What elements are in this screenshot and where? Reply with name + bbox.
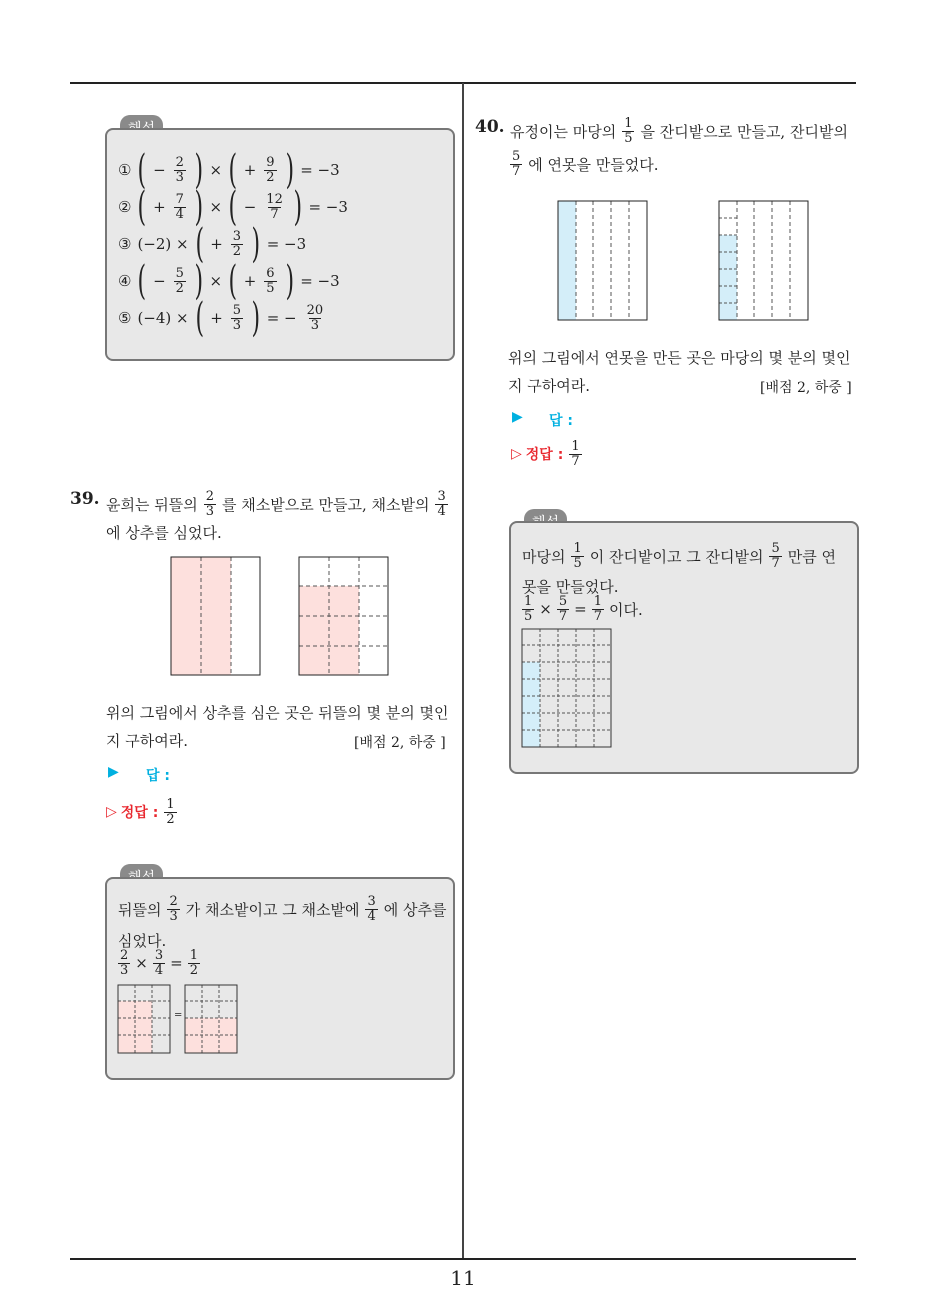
exp39-equation: $\frac{2}{3}$ × $\frac{3}{4}$ = $\frac{1}{2}$ bbox=[120, 948, 198, 978]
q40-answer-label: 답 : bbox=[549, 413, 573, 429]
q39-correct-arrow-icon: ▷ bbox=[106, 804, 117, 821]
column-divider bbox=[462, 83, 464, 1259]
q40-figure-right bbox=[718, 200, 810, 322]
question-number-39: 39. bbox=[70, 489, 100, 509]
exp39-grid-equals: = bbox=[174, 1010, 183, 1021]
q40-text-line2: $\frac{5}{7}$ 에 연못을 만들었다. bbox=[512, 149, 659, 179]
exp39-grid-left bbox=[117, 984, 172, 1054]
q39-figure-left bbox=[170, 556, 262, 676]
q40-text-line1: 유정이는 마당의 $\frac{1}{5}$ 을 잔디밭으로 만들고, 잔디밭의 bbox=[510, 116, 848, 146]
q39-text-line1: 윤희는 뒤뜰의 $\frac{2}{3}$ 를 채소밭으로 만들고, 채소밭의 $\frac{3}{4}$ bbox=[106, 489, 446, 519]
exp38-item-3: ③ (−2) × ( + $\frac{3}{2}$ ) = −3 bbox=[118, 221, 307, 267]
q39-prompt-line2: 지 구하여라. bbox=[106, 732, 188, 750]
q39-meta: [배점 2, 하중 ] bbox=[354, 735, 446, 751]
exp38-item-5: ⑤ (−4) × ( + $\frac{5}{3}$ ) = − $\frac{20}{3}$ bbox=[118, 295, 324, 341]
q39-figure-right bbox=[298, 556, 390, 676]
exp38-item-4: ④ ( − $\frac{5}{2}$ ) × ( + $\frac{6}{5}$ ) = −3 bbox=[118, 258, 340, 304]
exp40-equation: $\frac{1}{5}$ × $\frac{5}{7}$ = $\frac{1}{7}$ 이다. bbox=[524, 594, 643, 624]
exp38-item-2: ② ( + $\frac{7}{4}$ ) × ( − $\frac{12}{7}$ ) = −3 bbox=[118, 184, 348, 230]
exp40-line2: 못을 만들었다. bbox=[522, 578, 619, 596]
q40-meta: [배점 2, 하중 ] bbox=[760, 380, 852, 396]
q40-correct-answer: ▷ 정답 : $\frac{1}{7}$ bbox=[511, 439, 580, 469]
q40-prompt-line1: 위의 그림에서 연못을 만든 곳은 마당의 몇 분의 몇인 bbox=[508, 349, 851, 367]
bottom-rule bbox=[70, 1258, 856, 1260]
exp38-item-1: ① ( − $\frac{2}{3}$ ) × ( + $\frac{9}{2}$ ) = −3 bbox=[118, 147, 340, 193]
question-number-40: 40. bbox=[475, 117, 505, 137]
exp39-grid-right bbox=[184, 984, 239, 1054]
exp40-grid bbox=[521, 628, 613, 748]
q39-answer-arrow-icon: ▶ bbox=[108, 764, 119, 780]
page-number: 11 bbox=[450, 1266, 476, 1290]
q40-prompt-line2: 지 구하여라. bbox=[508, 377, 590, 395]
q39-answer-label: 답 : bbox=[146, 768, 170, 784]
q39-text-line2: 에 상추를 심었다. bbox=[106, 524, 222, 542]
q39-correct-label: 정답 : bbox=[120, 805, 159, 822]
q39-correct-answer: ▷ 정답 : $\frac{1}{2}$ bbox=[106, 797, 175, 827]
q40-answer-arrow-icon: ▶ bbox=[512, 409, 523, 425]
q39-prompt-line1: 위의 그림에서 상추를 심은 곳은 뒤뜰의 몇 분의 몇인 bbox=[106, 704, 449, 722]
exp39-line2: 심었다. bbox=[118, 932, 167, 950]
q40-correct-label: 정답 : bbox=[525, 447, 564, 464]
q40-figure-left bbox=[557, 200, 649, 322]
q40-correct-arrow-icon: ▷ bbox=[511, 446, 522, 463]
exp39-line1: 뒤뜰의 $\frac{2}{3}$ 가 채소밭이고 그 채소밭에 $\frac{3}{4}$ 에 상추를 bbox=[118, 894, 447, 924]
exp40-line1: 마당의 $\frac{1}{5}$ 이 잔디밭이고 그 잔디밭의 $\frac{5}{7}$ 만큼 연 bbox=[522, 541, 836, 571]
